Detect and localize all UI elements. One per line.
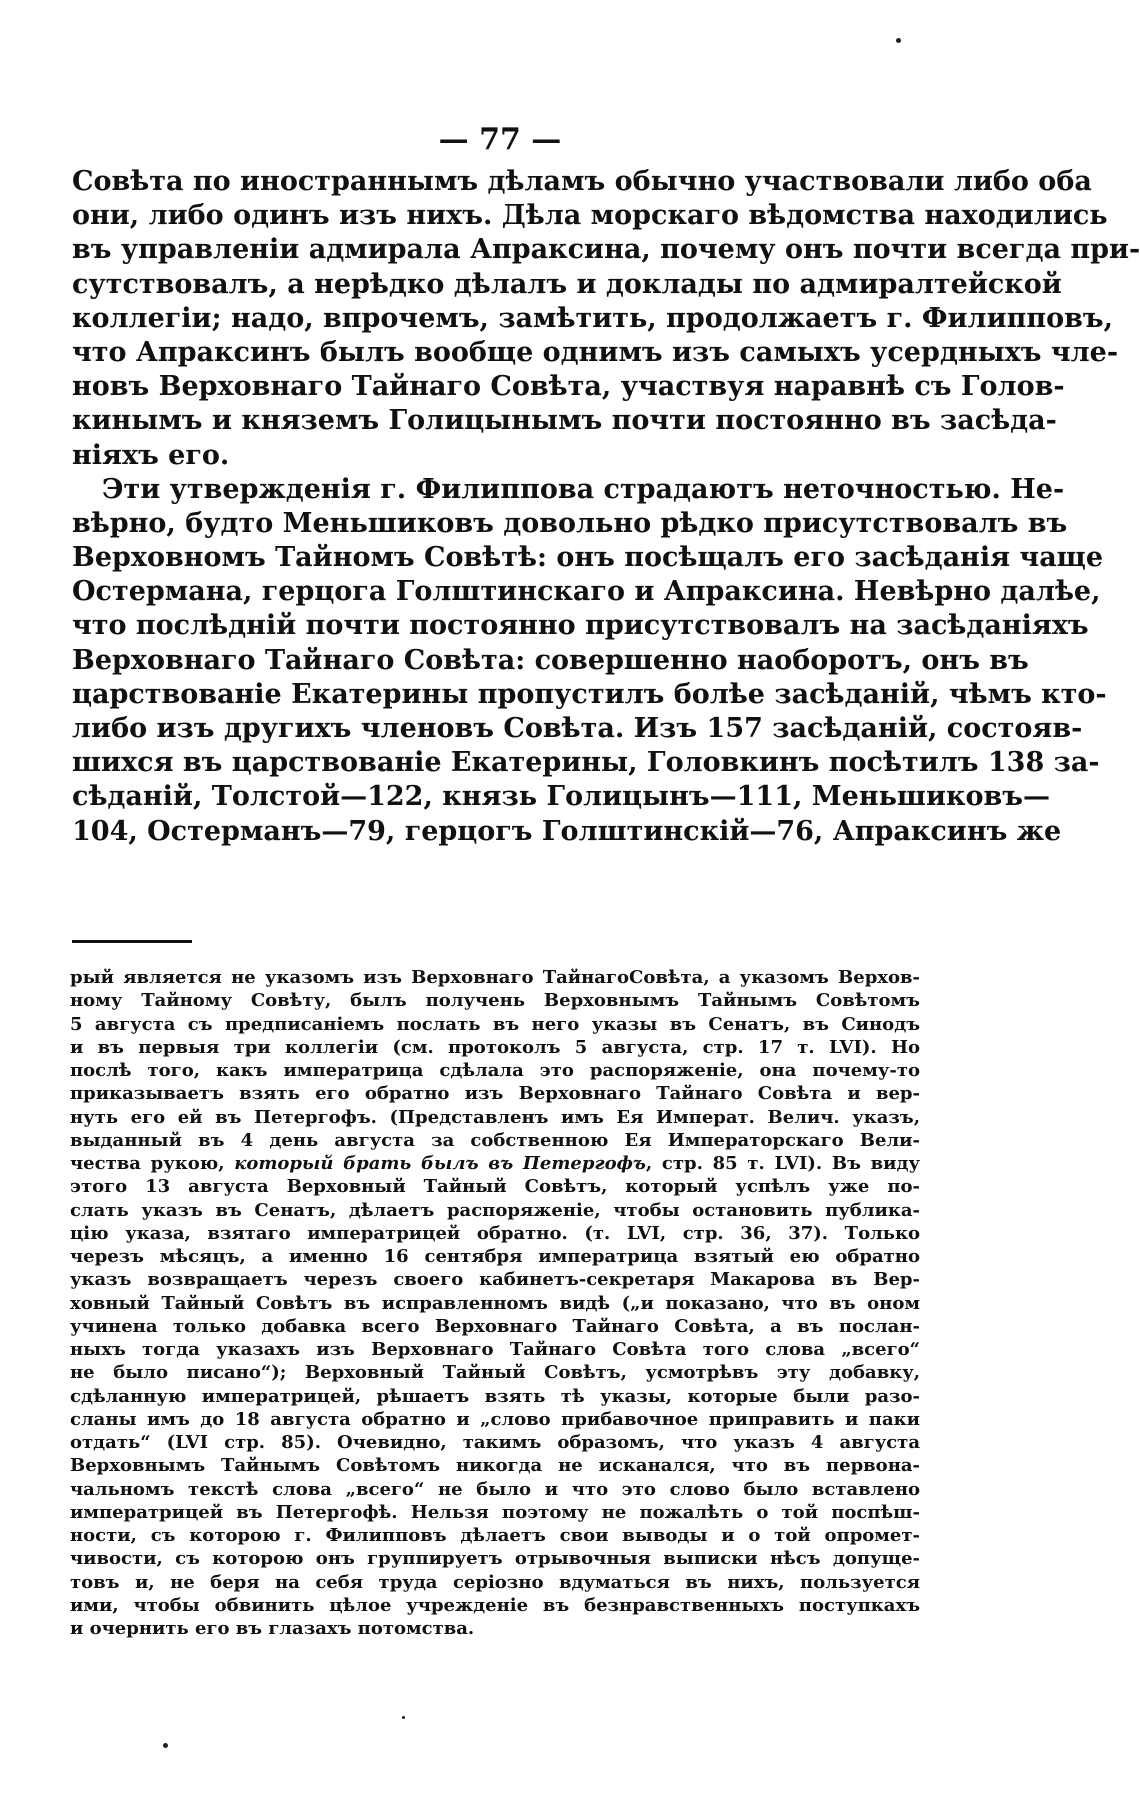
main-text [72,165,1140,849]
speck-mark [896,38,901,43]
text-line: вѣрно, будто Меньшиковъ довольно рѣдко присутствовалъ въ [72,507,1068,539]
text-line: ими, чтобы обвинить цѣлое учрежденіе въ безнравственныхъ поступкахъ [70,1594,920,1616]
text-line: ныхъ тогда указахъ изъ Верховнаго Тайнаго Совѣта того слова „всего“ [70,1339,920,1360]
text-line: либо изъ другихъ членовъ Совѣта. Изъ 157 засѣданій, состояв- [72,713,1083,744]
text-line: въ управленіи адмирала Апраксина, почему онъ почти всегда при- [72,234,1140,266]
text-line: чальномъ текстѣ слова „всего“ не было и что это слово было вставлено [70,1478,920,1500]
footnote [70,966,920,1640]
text-line: цію указа, взятаго императрицей обратно. (т. LVI, стр. 36, 37). Только [70,1222,920,1244]
text-line: указъ возвращаетъ черезъ своего кабинетъ-секретаря Макарова въ Вер- [70,1269,920,1291]
text-line: они, либо одинъ изъ нихъ. Дѣла морскаго вѣдомства находились [72,200,1108,232]
text-line: коллегіи; надо, впрочемъ, замѣтить, продолжаетъ г. Филипповъ, [72,302,1114,334]
text-line: новъ Верховнаго Тайнаго Совѣта, участвуя наравнѣ съ Голов- [72,371,1065,403]
text-line: ности, съ которою г. Филипповъ дѣлаетъ свои выводы и о той опромет- [70,1525,920,1546]
text-line: что послѣдній почти постоянно присутствовалъ на засѣданіяхъ [72,610,1089,642]
text-line: сутствовалъ, а нерѣдко дѣлалъ и доклады по адмиралтейской [72,268,1062,300]
text-line: что Апраксинъ былъ вообще однимъ изъ самыхъ усердныхъ чле- [72,336,1119,368]
text-line: 5 августа съ предписаніемъ послать въ него указы въ Сенатъ, въ Синодъ [70,1013,920,1035]
text-line: сланы имъ до 18 августа обратно и „слово прибавочное приправить и паки [70,1408,920,1430]
text-line: кинымъ и княземъ Голицынымъ почти постоянно въ засѣда- [72,405,1057,437]
text-line: приказываетъ взять его обратно изъ Верховнаго Тайнаго Совѣта и вер- [70,1083,920,1105]
text-line: чества рукою, который брать былъ въ Петергофъ, стр. 85 т. LVI). Въ виду [70,1153,920,1174]
text-line: отдать“ (LVI стр. 85). Очевидно, такимъ образомъ, что указъ 4 августа [70,1432,920,1453]
text-line: черезъ мѣсяцъ, а именно 16 сентября императрица взятый ею обратно [70,1246,920,1267]
text-line: Эти утвержденія г. Филиппова страдаютъ неточностью. Не- [102,473,1065,505]
text-line: Верховнымъ Тайнымъ Совѣтомъ никогда не исканался, что въ первона- [70,1455,920,1477]
text-line: 104, Остерманъ—79, герцогъ Голштинскій—76, Апраксинъ же [72,815,1062,847]
text-line: сдѣланную императрицей, рѣшаетъ взять тѣ указы, которые были разо- [70,1385,920,1407]
text-line: императрицей въ Петергофѣ. Нельзя поэтому не пожалѣть о той поспѣш- [70,1501,920,1523]
text-line: и очернить его въ глазахъ потомства. [70,1618,475,1639]
text-line: товъ и, не беря на себя труда серіозно вдуматься въ нихъ, пользуется [70,1571,920,1593]
text-line: царствованіе Екатерины пропустилъ болѣе засѣданій, чѣмъ кто- [72,678,1107,710]
text-line: рый является не указомъ изъ Верховнаго ТайнагоСовѣта, а указомъ Верхов- [70,967,920,988]
text-line: Верховномъ Тайномъ Совѣтѣ: онъ посѣщалъ его засѣданія чаще [72,542,1104,574]
text-line: слать указъ въ Сенатъ, дѣлаетъ распоряженіе, чтобы остановить публика- [70,1199,920,1221]
text-line: чивости, съ которою онъ группируетъ отрывочныя выписки нѣсъ допуще- [70,1548,920,1570]
speck-mark [163,1743,168,1748]
page-number: — 77 — [438,122,562,157]
text-line: ному Тайному Совѣту, былъ получень Верховнымъ Тайнымъ Совѣтомъ [70,990,920,1012]
text-line: нуть его ей въ Петергофъ. (Представленъ имъ Ея Императ. Велич. указъ, [70,1106,920,1128]
text-line: Остермана, герцога Голштинскаго и Апраксина. Невѣрно далѣе, [72,576,1101,608]
text-line: шихся въ царствованіе Екатерины, Головкинъ посѣтилъ 138 за- [72,747,1100,779]
text-line: сѣданій, Толстой—122, князь Голицынъ—111, Меньшиковъ— [72,781,1050,813]
footnote-rule [72,940,192,943]
text-line: не было писано“); Верховный Тайный Совѣтъ, усмотрѣвъ эту добавку, [70,1362,920,1384]
text-line: Верховнаго Тайнаго Совѣта: совершенно наоборотъ, онъ въ [72,644,1029,676]
text-line: Совѣта по иностраннымъ дѣламъ обычно участвовали либо оба [72,166,1092,197]
text-line: учинена только добавка всего Верховнаго Тайнаго Совѣта, а въ послан- [70,1315,920,1337]
speck-mark [402,1716,405,1719]
text-line: ніяхъ его. [72,439,230,471]
text-line: ховный Тайный Совѣтъ въ исправленномъ видѣ („и показано, что въ оном [70,1292,920,1314]
text-line: послѣ того, какъ императрица сдѣлала это распоряженіе, она почему-то [70,1060,920,1081]
text-line: этого 13 августа Верховный Тайный Совѣтъ, который успѣлъ уже по- [70,1176,920,1198]
text-line: и въ первыя три коллегіи (см. протоколъ 5 августа, стр. 17 т. LVI). Но [70,1036,920,1058]
text-line: выданный въ 4 день августа за собственною Ея Императорскаго Вели- [70,1129,920,1151]
